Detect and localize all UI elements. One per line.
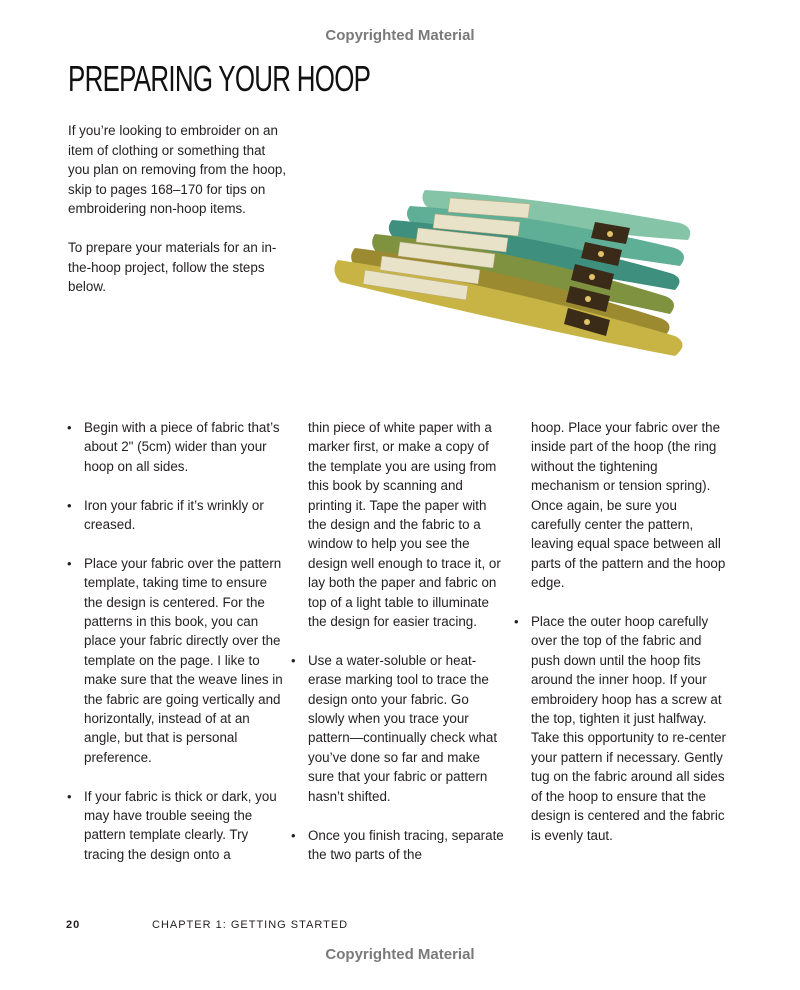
- step-continuation: hoop. Place your fabric over the inside part of the hoop (the ring without the tightening mechanism or tension spring). Once again, be sure you carefully center the pattern, leaving equal space between all parts of the pattern and the hoop edge.: [531, 420, 726, 591]
- step-item: • If your fabric is thick or dark, you may have trouble seeing the pattern template clearly. Try tracing the design onto a: [66, 787, 284, 865]
- step-item: • Iron your fabric if it’s wrinkly or creased.: [66, 496, 284, 535]
- chapter-running-head: CHAPTER 1: GETTING STARTED: [152, 919, 349, 931]
- step-item: • Place your fabric over the pattern template, taking time to ensure the design is centered. For the patterns in this book, you can place your fabric directly over the template on the page. I like to make sure that the weave lines in the fabric are going vertically and horizontally, instead of at an angle, but that is personal preference.: [66, 554, 284, 767]
- column-3: [513, 418, 728, 864]
- column-1: [66, 418, 284, 884]
- column-2: [290, 418, 508, 884]
- embroidery-floss-photo: [330, 178, 700, 368]
- step-item: • Use a water-soluble or heat-erase marking tool to trace the design onto your fabric. Go slowly when you trace your pattern—continually check what you’ve done so far and make sure that your fabric or pattern hasn’t shifted.: [290, 651, 508, 806]
- intro-paragraph: If you’re looking to embroider on an item of clothing or something that you plan on removing from the hoop, skip to pages 168–170 for tips on embroidering non-hoop items.: [68, 123, 287, 216]
- step-continuation: thin piece of white paper with a marker first, or make a copy of the template you are using from this book by scanning and printing it. Tape the paper with the design and the fabric to a window to help you see the design well enough to trace it, or lay both the paper and fabric on top of a light table to illuminate the design for easier tracing.: [308, 420, 501, 630]
- intro-paragraph: To prepare your materials for an in-the-hoop project, follow the steps below.: [68, 240, 277, 294]
- page-title: PREPARING YOUR HOOP: [68, 58, 371, 99]
- page-number: 20: [66, 919, 81, 931]
- intro-text: [68, 121, 288, 316]
- step-item: • Place the outer hoop carefully over the top of the fabric and push down until the hoop fits around the inner hoop. If your embroidery hoop has a screw at the top, tighten it just halfway. Take this opportunity to re-center your pattern if necessary. Gently tug on the fabric around all sides of the hoop to ensure that the design is centered and the fabric is evenly taut.: [513, 612, 728, 845]
- copyright-watermark-bottom: Copyrighted Material: [325, 946, 475, 963]
- copyright-watermark-top: Copyrighted Material: [325, 27, 475, 44]
- step-item: • Once you finish tracing, separate the two parts of the: [290, 826, 508, 865]
- step-item: • Begin with a piece of fabric that’s about 2" (5cm) wider than your hoop on all sides.: [66, 418, 284, 476]
